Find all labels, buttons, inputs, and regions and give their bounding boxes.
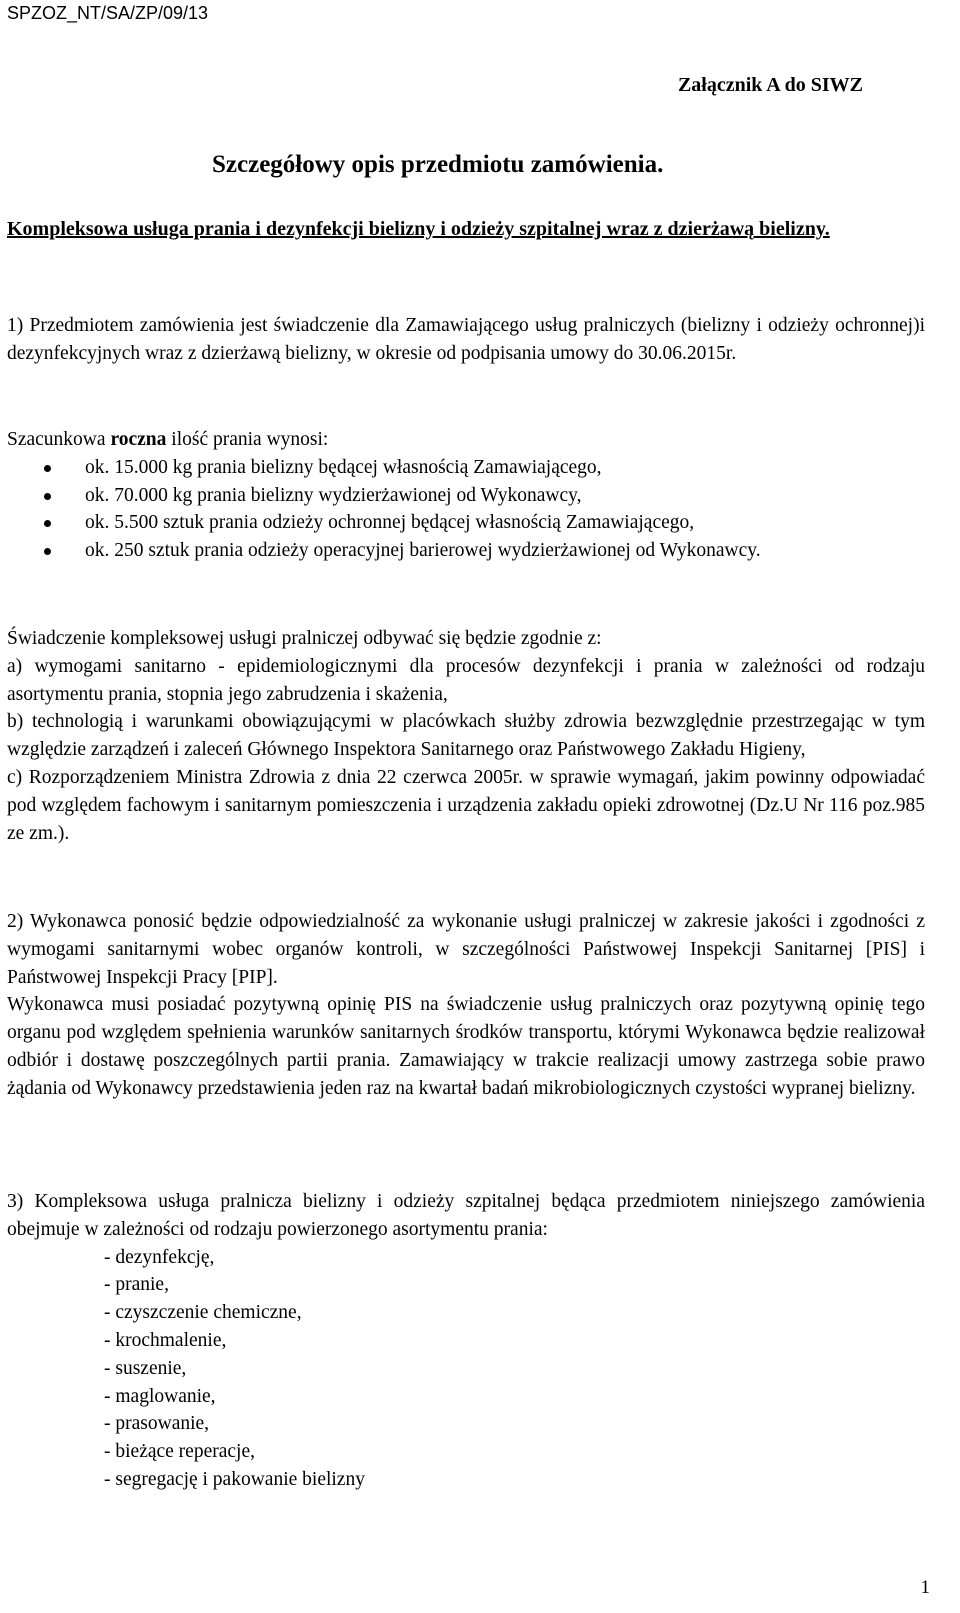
document-title: Szczegółowy opis przedmiotu zamówienia.	[212, 151, 664, 178]
estimate-list	[7, 454, 925, 565]
estimate-suffix: ilość prania wynosi:	[166, 429, 329, 450]
section-1-text: 1) Przedmiotem zamówienia jest świadczenie dla Zamawiającego usług pralniczych (bielizny i odzieży ochronnej)i dezynfekcyjnych wraz z dzierżawą bielizny, w okresie od podpisania umowy do 30.06.2015r.	[7, 315, 925, 364]
estimate-bold: roczna	[110, 429, 167, 450]
list-item: ok. 5.500 sztuk prania odzieży ochronnej będącej własnością Zamawiającego,	[7, 509, 925, 537]
estimate-block	[7, 426, 925, 565]
list-item: - krochmalenie,	[104, 1329, 227, 1351]
page-number: 1	[920, 1577, 930, 1598]
estimate-heading	[7, 426, 925, 454]
section-2-p1: 2) Wykonawca ponosić będzie odpowiedzialność za wykonanie usługi pralniczej w zakresie jakości i zgodności z wymogami sanitarnymi wobec organów kontroli, w szczególności Państwowej Inspekcji Sanitarnej [PIS] i Państwowej Inspekcji Pracy [PIP].	[7, 911, 925, 988]
provision-c: c) Rozporządzeniem Ministra Zdrowia z dnia 22 czerwca 2005r. w sprawie wymagań, jakim powinny odpowiadać pod względem fachowym i sanitarnym pomieszczenia i urządzenia zakładu opieki zdrowotnej (Dz.U Nr 116 poz.985 ze zm.).	[7, 766, 925, 844]
list-item: - czyszczenie chemiczne,	[104, 1302, 302, 1324]
list-item: - segregację i pakowanie bielizny	[104, 1468, 365, 1490]
estimate-prefix: Szacunkowa	[7, 429, 111, 450]
provision-intro: Świadczenie kompleksowej usługi pralniczej odbywać się będzie zgodnie z:	[7, 628, 602, 649]
list-item: - prasowanie,	[104, 1413, 210, 1435]
provision-b: b) technologią i warunkami obowiązującymi w placówkach służby zdrowia bezwzględnie przestrzegając w tym względzie zarządzeń i zaleceń Głównego Inspektora Sanitarnego oraz Państwowego Zakładu Higieny,	[7, 711, 925, 761]
list-item: - maglowanie,	[104, 1385, 216, 1407]
list-item: ok. 70.000 kg prania bielizny wydzierżawionej od Wykonawcy,	[7, 482, 925, 510]
list-item: ok. 15.000 kg prania bielizny będącej własnością Zamawiającego,	[7, 454, 925, 482]
list-item: - pranie,	[104, 1274, 169, 1296]
section-3-intro: 3) Kompleksowa usługa pralnicza bielizny i odzieży szpitalnej będąca przedmiotem niniejszego zamówienia obejmuje w zależności od rodzaju powierzonego asortymentu prania:	[7, 1191, 925, 1240]
list-item: - suszenie,	[104, 1357, 187, 1379]
provision-a: a) wymogami sanitarno - epidemiologicznymi dla procesów dezynfekcji i prania w zależności od rodzaju asortymentu prania, stopnia jego zabrudzenia i skażenia,	[7, 655, 925, 705]
section-3-block	[7, 1188, 925, 1494]
document-code: SPZOZ_NT/SA/ZP/09/13	[7, 3, 209, 23]
section-2-p2: Wykonawca musi posiadać pozytywną opinię PIS na świadczenie usług pralniczych oraz pozytywną opinię tego organu pod względem spełnienia warunków sanitarnych środków transportu, którymi Wykonawca będzie realizował odbiór i dostawę poszczególnych partii prania. Zamawiający w trakcie realizacji umowy zastrzega sobie prawo żądania od Wykonawcy przedstawienia jeden raz na kwartał badań mikrobiologicznych czystości wypranej bielizny.	[7, 994, 925, 1099]
document-subtitle: Kompleksowa usługa prania i dezynfekcji bielizny i odzieży szpitalnej wraz z dzierżawą bielizny.	[7, 218, 830, 240]
annex-label: Załącznik A do SIWZ	[677, 74, 863, 96]
list-item: - dezynfekcję,	[104, 1246, 215, 1268]
provision-block	[7, 625, 925, 847]
list-item: - bieżące reperacje,	[104, 1441, 255, 1463]
list-item: ok. 250 sztuk prania odzieży operacyjnej barierowej wydzierżawionej od Wykonawcy.	[7, 537, 925, 565]
service-list	[7, 1244, 925, 1494]
section-2-block	[7, 908, 925, 1103]
